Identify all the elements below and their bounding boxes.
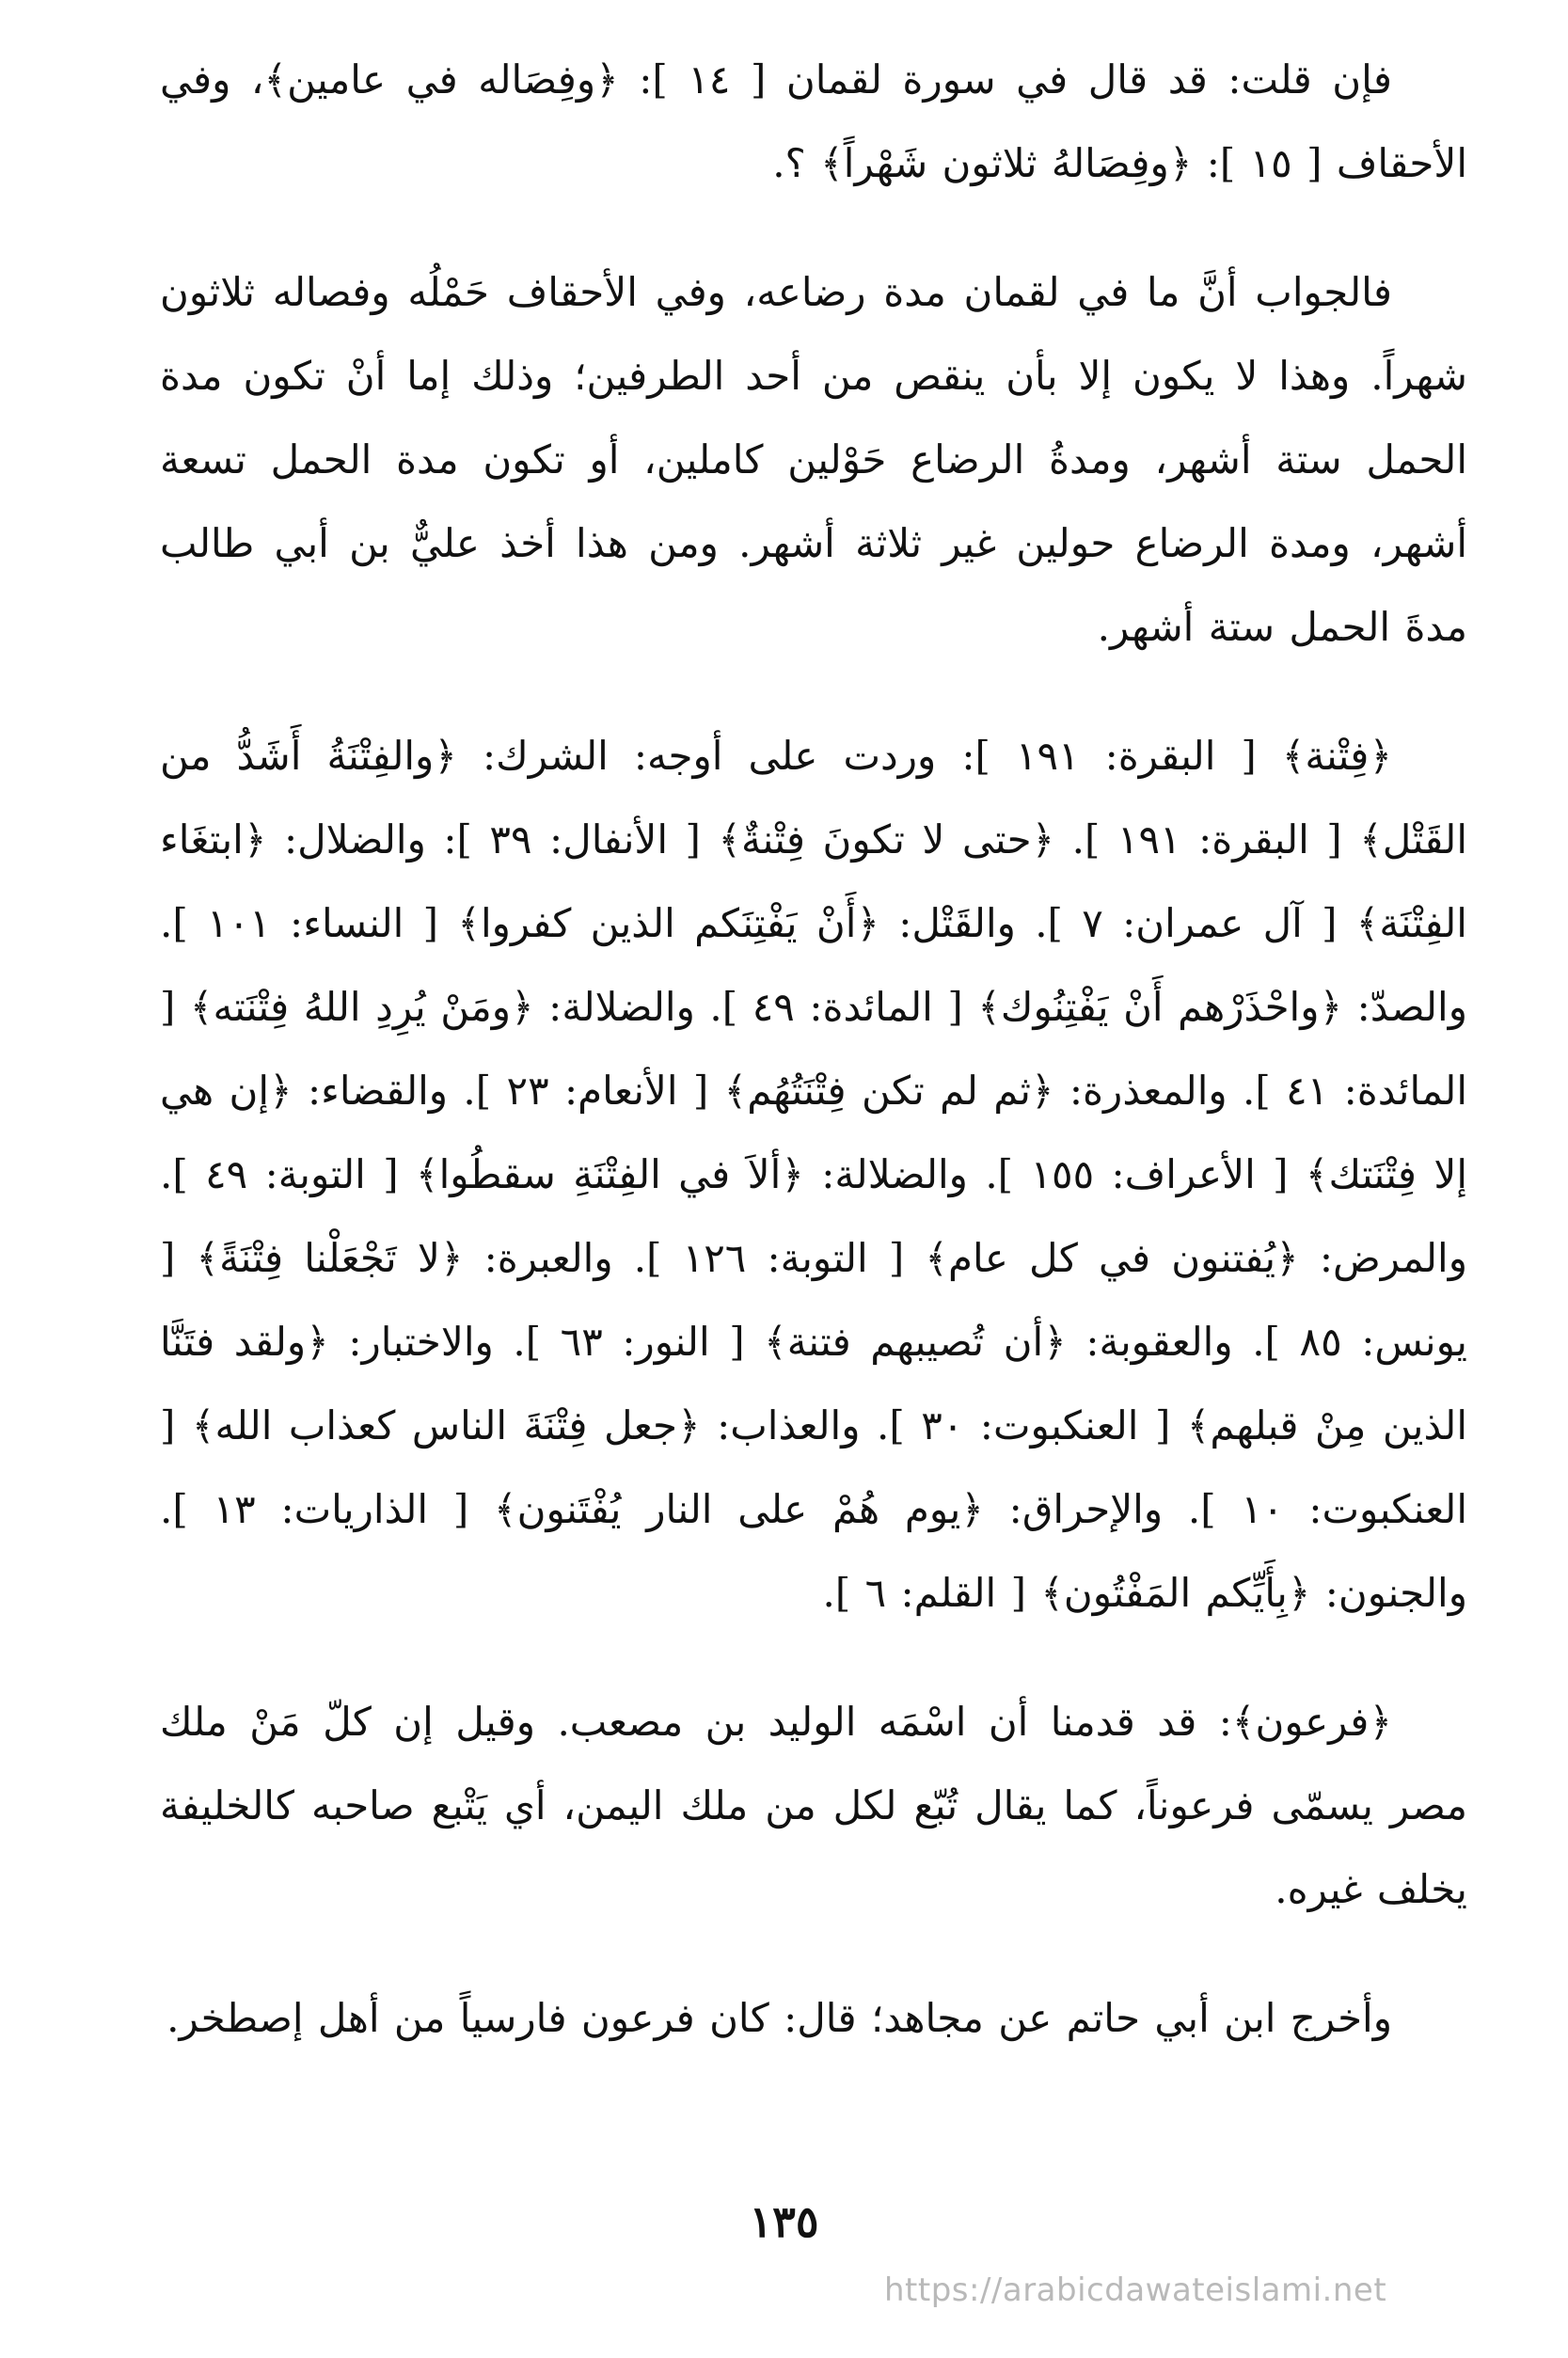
paragraph-luqman-question: فإن قلت: قد قال في سورة لقمان [ ١٤ ]: ﴿وفِصَاله في عامين﴾، وفي الأحقاف [ ١٥ ]: ﴿وفِصَالهُ ثلاثون شَهْراً﴾ ؟. (160, 56, 1467, 186)
paragraph-answer: فالجواب أنَّ ما في لقمان مدة رضاعه، وفي الأحقاف حَمْلُه وفصاله ثلاثون شهراً. وهذا لا يكون إلا بأن ينقص من أحد الطرفين؛ وذلك إما أنْ تكون مدة الحمل ستة أشهر، ومدةُ الرضاع حَوْلين كاملين، أو تكون مدة الحمل تسعة أشهر، ومدة الرضاع حولين غير ثلاثة أشهر. ومن هذا أخذ عليٌّ بن أبي طالب مدةَ الحمل ستة أشهر. (160, 269, 1467, 650)
paragraph-ibn-abi-hatim: وأخرج ابن أبي حاتم عن مجاهد؛ قال: كان فرعون فارسياً من أهل إصطخر. (166, 1995, 1392, 2041)
paragraph-firaun: ﴿فرعون﴾: قد قدمنا أن اسْمَه الوليد بن مصعب. وقيل إن كلّ مَنْ ملك مصر يسمّى فرعوناً، كما يقال تُبّع لكل من ملك اليمن، أي يَتْبع صاحبه كالخليفة يخلف غيره. (160, 1699, 1467, 1912)
page-number: ١٣٥ (749, 2196, 819, 2247)
watermark-url: https://arabicdawateislami.net (884, 2271, 1387, 2309)
page-body (160, 38, 1467, 2105)
paragraph-fitna: ﴿فِتْنة﴾ [ البقرة: ١٩١ ]: وردت على أوجه: الشرك: ﴿والفِتْنَةُ أَشَدُّ من القَتْل﴾ [ البقرة: ١٩١ ]. ﴿حتى لا تكونَ فِتْنةٌ﴾ [ الأنفال: ٣٩ ]: والضلال: ﴿ابتغَاء الفِتْنَة﴾ [ آل عمران: ٧ ]. والقَتْل: ﴿أَنْ يَفْتِنَكم الذين كفروا﴾ [ النساء: ١٠١ ]. والصدّ: ﴿واحْذَرْهم أَنْ يَفْتِنُوك﴾ [ المائدة: ٤٩ ]. والضلالة: ﴿ومَنْ يُرِدِ اللهُ فِتْنَته﴾ [ المائدة: ٤١ ]. والمعذرة: ﴿ثم لم تكن فِتْنَتُهُم﴾ [ الأنعام: ٢٣ ]. والقضاء: ﴿إن هي إلا فِتْنَتك﴾ [ الأعراف: ١٥٥ ]. والضلالة: ﴿ألاَ في الفِتْنَةِ سقطُوا﴾ [ التوبة: ٤٩ ]. والمرض: ﴿يُفتنون في كل عام﴾ [ التوبة: ١٢٦ ]. والعبرة: ﴿لا تَجْعَلْنا فِتْنَةً﴾ [ يونس: ٨٥ ]. والعقوبة: ﴿أن تُصيبهم فتنة﴾ [ النور: ٦٣ ]. والاختبار: ﴿ولقد فتَنَّا الذين مِنْ قبلهم﴾ [ العنكبوت: ٣٠ ]. والعذاب: ﴿جعل فِتْنَةَ الناس كعذاب الله﴾ [ العنكبوت: ١٠ ]. والإحراق: ﴿يوم هُمْ على النار يُفْتَنون﴾ [ الذاريات: ١٣ ]. والجنون: ﴿بِأَيِّكم المَفْتُون﴾ [ القلم: ٦ ]. (160, 733, 1468, 1616)
